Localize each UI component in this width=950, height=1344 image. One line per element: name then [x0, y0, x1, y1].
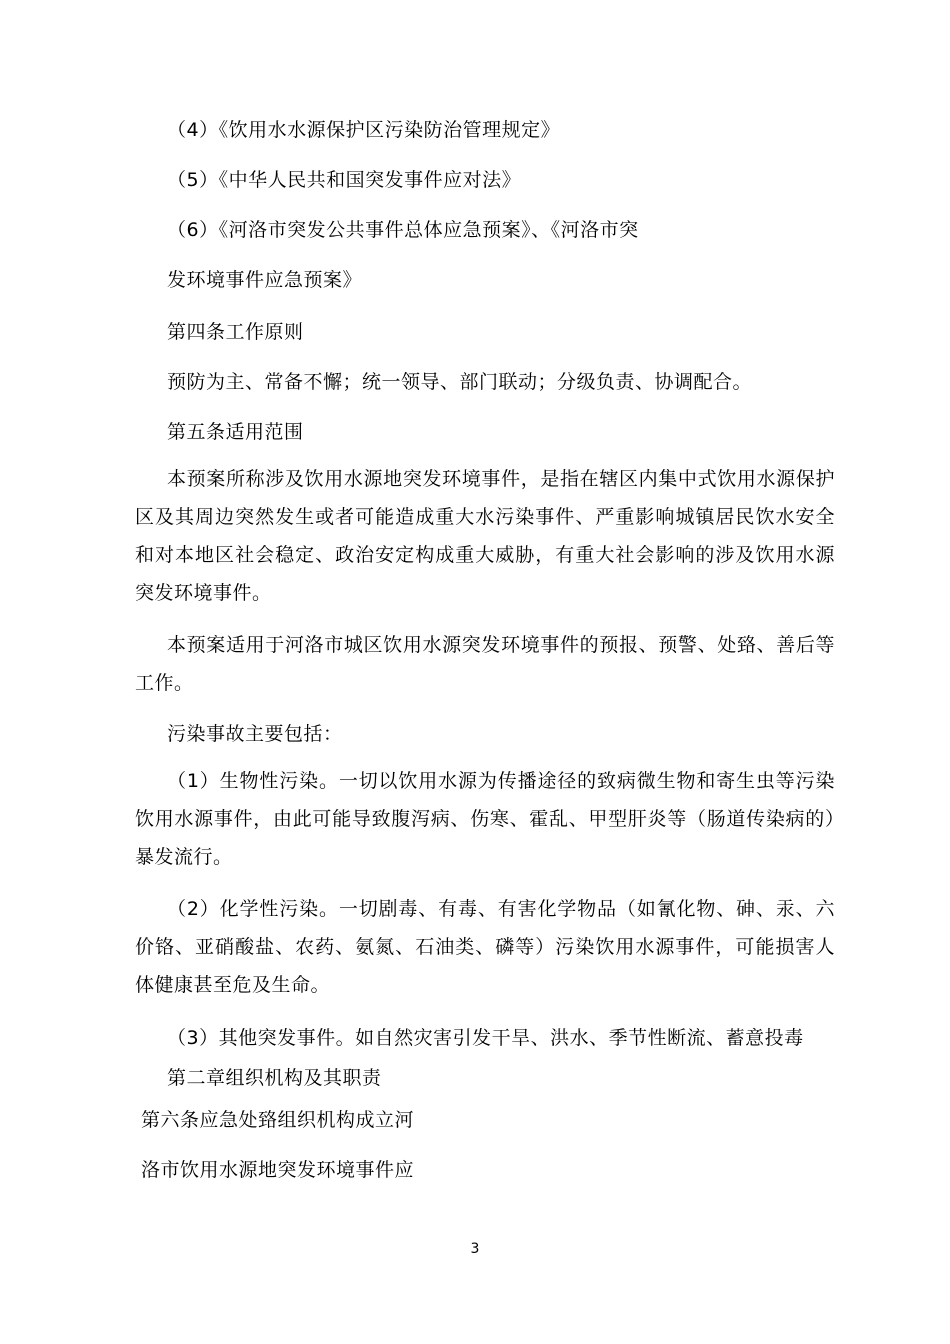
pollution-item-1: （1）生物性污染。一切以饮用水源为传播途径的致病微生物和寄生虫等污染饮用水源事件，由此可能导致腹泻病、伤寒、霍乱、甲型肝炎等（肠道传染病的）暴发流行。: [135, 770, 835, 868]
pollution-item-2: （2）化学性污染。一切剧毒、有毒、有害化学物品（如氰化物、砷、汞、六价铬、亚硝酸盐、农药、氨氮、石油类、磷等）污染饮用水源事件，可能损害人体健康甚至危及生命。: [135, 898, 835, 996]
article-5-paragraph-1: 本预案所称涉及饮用水源地突发环境事件，是指在辖区内集中式饮用水源保护区及其周边突然发生或者可能造成重大水污染事件、严重影响城镇居民饮水安全和对本地区社会稳定、政治安定构成重大威胁，有重大社会影响的涉及饮用水源突发环境事件。: [135, 468, 835, 604]
article-5-title: 第五条适用范围: [167, 421, 304, 443]
chapter-2-title: 第二章组织机构及其职责: [167, 1067, 382, 1089]
pollution-item-3: （3）其他突发事件。如自然灾害引发干旱、洪水、季节性断流、蓄意投毒: [167, 1027, 804, 1049]
article-4-title: 第四条工作原则: [167, 321, 304, 343]
pollution-intro: 污染事故主要包括：: [167, 723, 343, 745]
reference-item-5: （5）《中华人民共和国突发事件应对法》: [167, 169, 522, 191]
reference-item-4: （4）《饮用水水源保护区污染防治管理规定》: [167, 119, 561, 141]
article-6-line1: 第六条应急处臵组织机构成立河: [141, 1109, 415, 1131]
page-number: 3: [470, 1241, 480, 1257]
reference-item-6-line2: 发环境事件应急预案》: [167, 269, 363, 291]
article-6-line2: 洛市饮用水源地突发环境事件应: [141, 1159, 415, 1181]
reference-item-6-line1: （6）《河洛市突发公共事件总体应急预案》、《河洛市突: [167, 219, 639, 241]
article-4-body: 预防为主、常备不懈；统一领导、部门联动；分级负责、协调配合。: [167, 371, 753, 393]
article-5-paragraph-2: 本预案适用于河洛市城区饮用水源突发环境事件的预报、预警、处臵、善后等工作。: [135, 634, 835, 694]
